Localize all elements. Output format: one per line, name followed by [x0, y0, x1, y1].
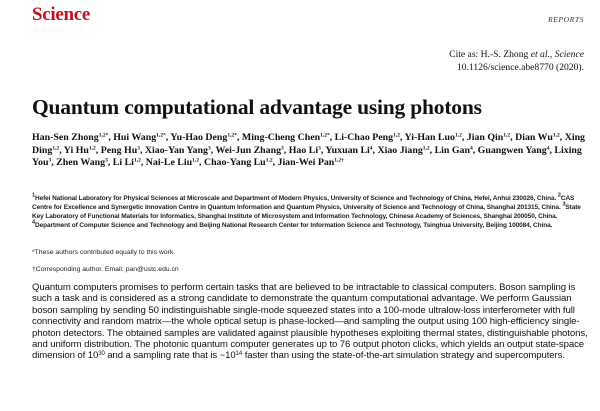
abstract-text-2: and a sampling rate that is ~10	[104, 350, 236, 362]
author	[467, 132, 510, 143]
author	[377, 145, 429, 156]
affiliation-number: 4	[32, 219, 35, 226]
abstract-text-1: Quantum computers promises to perform certain tasks that are believed to be intractable to classical computers. Boson sampling is such a task and is considered as a strong candidate to demonstrate the quantum computational advantage. We perform Gaussian boson sampling by sending 50 indistinguishable single-mode squeezed states into a 100-mode ultralow-loss interferometer with full connectivity and random matrix—the whole optical setup is phase-locked—and sampling the output using 100 high-efficiency single-photon detectors. The obtained samples are validated against plausible hypotheses exploiting thermal states, distinguishable photons, and uniform distribution. The photonic quantum computer generates up to 76 output photon clicks, which yields an output state-space dimension of 10	[32, 282, 588, 362]
author-name: Jian Qin	[466, 132, 504, 143]
author-affiliation-marker: 3	[281, 145, 284, 152]
author	[113, 157, 141, 168]
affiliation-text: State Key Laboratory of Functional Materials for Informatics, Shanghai Institute of Microsystem and Information Technology, Chinese Academy of Sciences, Shanghai 200050, China.	[32, 204, 581, 220]
author-affiliation-marker: 3	[48, 157, 52, 164]
author-name: Dian Wu	[515, 132, 553, 143]
author-name: Lin Gan	[434, 144, 470, 156]
author-name: Xing Ding	[32, 132, 585, 156]
abstract-exponent-1: 30	[98, 351, 105, 358]
author-name: Yi-Han Luo	[404, 132, 455, 143]
citation-doi: 10.1126/science.abe8770 (2020).	[457, 61, 584, 73]
author-name: Hui Wang	[113, 132, 157, 143]
author-name: Zhen Wang	[56, 157, 106, 169]
author	[435, 145, 473, 156]
author	[170, 132, 237, 143]
corresponding-author-note: †Corresponding author. Email: pan@ustc.edu.cn	[32, 266, 179, 273]
author-affiliation-marker: 1,2	[393, 132, 400, 139]
author-affiliation-marker: 1,2	[133, 157, 141, 164]
affiliation-text: CAS Centre for Excellence and Synergetic Innovation Centre in Quantum Information and Quantum Physics, University of Science and Technology of China, Shanghai 201315, China.	[32, 195, 575, 211]
equal-contribution-note: *These authors contributed equally to this work.	[32, 249, 176, 256]
author	[325, 145, 372, 156]
author-affiliation-marker: 3	[105, 157, 108, 164]
author-name: Wei-Jun Zhang	[215, 144, 282, 156]
author-affiliation-marker: 4	[469, 145, 473, 152]
author-affiliation-marker: 3	[318, 145, 321, 152]
author-affiliation-marker: 1,2	[192, 157, 199, 164]
affiliation-number: 1	[32, 192, 35, 199]
author-affiliation-marker: 1,2	[552, 132, 560, 139]
author-name: Jian-Wei Pan	[277, 157, 335, 169]
author	[113, 132, 166, 143]
author-name: Yi Hu	[63, 144, 89, 156]
author	[478, 145, 550, 156]
affiliation-number: 3	[562, 201, 566, 208]
author-affiliation-marker: 1,2*	[320, 132, 330, 139]
author-affiliation-marker: 1,2	[52, 145, 60, 152]
author	[242, 132, 330, 143]
author-name: Chao-Yang Lu	[203, 157, 266, 169]
author-name: Hao Li	[288, 144, 319, 156]
author-name: Xiao Jiang	[377, 144, 423, 156]
author-affiliation-marker: 1,2*	[98, 132, 109, 139]
author-name: Li-Chao Peng	[334, 132, 394, 143]
author-name: Xiao-Yan Yang	[144, 144, 208, 156]
section-label: REPORTS	[548, 15, 584, 24]
author-affiliation-marker: 4	[546, 145, 550, 152]
abstract-exponent-2: 14	[235, 351, 243, 358]
affiliation-text: Department of Computer Science and Technology and Beijing National Research Center for Information Science and Technology, Tsinghua University, Beijing 100084, China.	[34, 222, 553, 229]
author	[56, 157, 108, 168]
affiliations	[32, 194, 587, 230]
abstract-text-3: faster than using the state-of-the-art simulation strategy and supercomputers.	[242, 350, 565, 362]
author-affiliation-marker: 1,2	[265, 157, 273, 164]
author-name: Ming-Cheng Chen	[241, 132, 321, 143]
author-affiliation-marker: 1,2	[422, 145, 430, 152]
author	[146, 157, 199, 168]
author-affiliation-marker: 1,2	[503, 132, 511, 139]
citation-prefix: Cite as: H.-S. Zhong	[449, 49, 531, 60]
author-name: Guangwen Yang	[477, 144, 547, 156]
author	[335, 132, 400, 143]
author-name: Nai-Le Liu	[145, 157, 193, 169]
author-list: Han-Sen Zhong$^{1,2*}$, Hui Wang$^{1,2*}$, Yu-Hao Deng$^{1,2*}$, Ming-Cheng Chen$^{1,2*}$, Li-Chao Peng$^{1,2}$, Yi-Han Luo$^{1,2}$, Jian Qin$^{1,2}$, Dian Wu$^{1,2}$, Xing Ding$^{1,2}$, Yi Hu$^{1,2}$, Peng Hu$^3$, Xiao-Yan Yang$^3$, Wei-Jun Zhang$^3$, Hao Li$^3$, Yuxuan Li$^4$, Xiao Jiang$^{1,2}$, Lin Gan$^4$, Guangwen Yang$^4$, Lixing You$^3$, Zhen Wang$^3$, Li Li$^{1,2}$, Nai-Le Liu$^{1,2}$, Chao-Yang Lu$^{1,2}$, Jian-Wei Pan$^{1,2\dagger}$	[32, 132, 585, 169]
author-name: Li Li	[112, 157, 134, 169]
author-affiliation-marker: 1,2	[88, 145, 96, 152]
citation-journal: Science	[554, 49, 584, 60]
citation-line	[449, 49, 584, 62]
citation-sep: ,	[549, 49, 555, 60]
paper-title: Quantum computational advantage using photons	[32, 95, 482, 119]
author-name: Yu-Hao Deng	[170, 132, 228, 143]
affiliation-number: 2	[557, 192, 561, 199]
author-affiliation-marker: 1,2*	[227, 132, 237, 139]
author-name: Han-Sen Zhong	[32, 132, 99, 143]
author	[278, 157, 344, 168]
author	[101, 145, 140, 156]
author-affiliation-marker: 1,2*	[156, 132, 166, 139]
author-affiliation-marker: 3	[137, 145, 140, 152]
author	[32, 132, 108, 143]
author	[405, 132, 462, 143]
abstract	[32, 282, 590, 362]
author-affiliation-marker: 4	[369, 145, 373, 152]
citation-etal: et al.	[530, 49, 550, 60]
author-name: Peng Hu	[100, 144, 138, 156]
author	[64, 145, 96, 156]
author-name: Yuxuan Li	[325, 144, 370, 156]
author	[289, 145, 321, 156]
citation-block	[449, 49, 584, 74]
author-affiliation-marker: 3	[207, 145, 211, 152]
affiliation-text: Hefei National Laboratory for Physical Sciences at Microscale and Department of Modern Physics, University of Science and Technology of China, Hefei, Anhui 230026, China.	[34, 195, 558, 202]
author	[515, 132, 560, 143]
author-name: Lixing You	[32, 144, 582, 169]
author-affiliation-marker: 1,2†	[334, 157, 344, 164]
journal-logo: Science	[32, 4, 91, 25]
author	[204, 157, 273, 168]
author	[145, 145, 211, 156]
author-affiliation-marker: 1,2	[454, 132, 462, 139]
author	[215, 145, 283, 156]
